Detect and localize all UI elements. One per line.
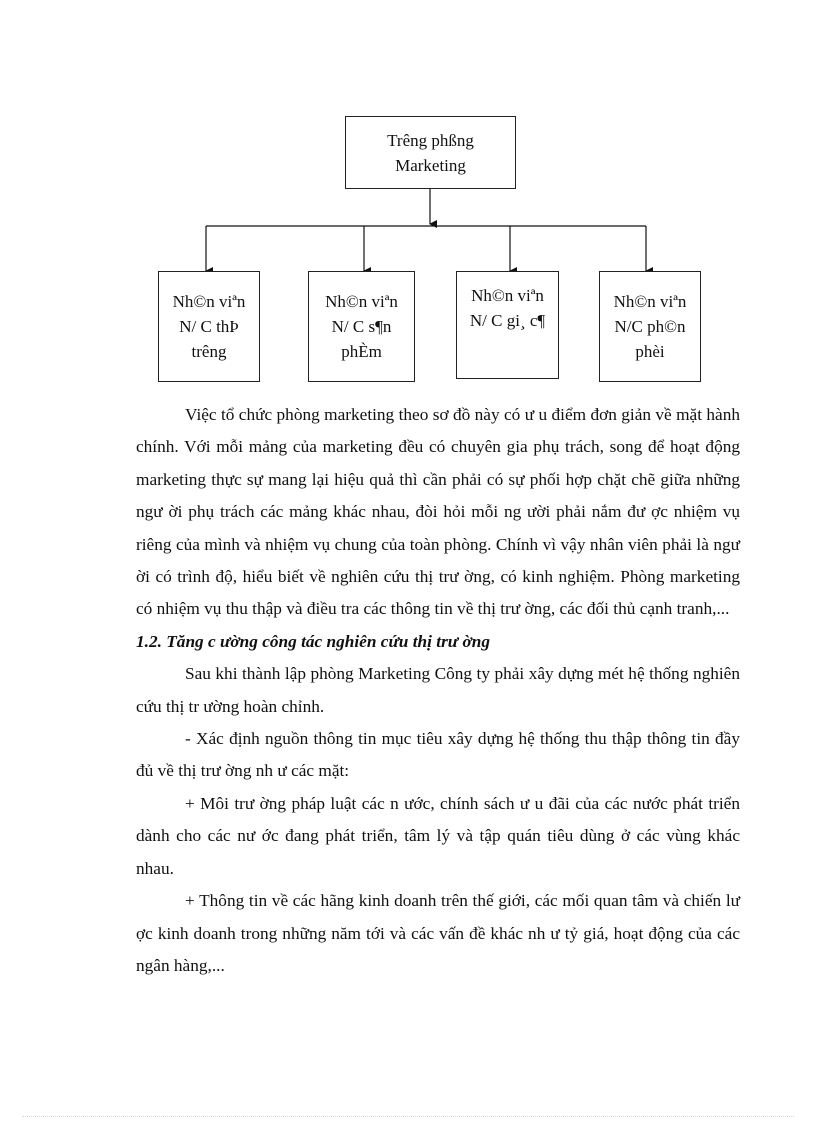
paragraph: + Môi trư ờng pháp luật các n ước, chính sách ư u đãi của các nước phát triển dành cho các nư ớc đang phát triển, tâm lý và tập quán tiêu dùng ở các vùng khác nhau. [136,793,740,878]
org-child-line: phèi [635,342,665,361]
paragraph: Sau khi thành lập phòng Marketing Công ty phải xây dựng mét hệ thống nghiên cứu thị tr ường hoàn chỉnh. [136,664,740,716]
paragraph: Việc tổ chức phòng marketing theo sơ đồ này có ư u điểm đơn giản về mặt hành chính. Với mỗi mảng của marketing đều có chuyên gia phụ trách, song để hoạt động marketing thực sự mang lại hiệu quả thì cần phải có sự phối hợp chặt chẽ giữa những ngư ời phụ trách các mảng khác nhau, đòi hỏi mỗi ng ười phải nắm đư ợc nhiệm vụ riêng của mình và nhiệm vụ chung của toàn phòng. Chính vì vậy nhân viên phải là ngư ời có trình độ, hiểu biết về nghiên cứu thị trư ờng, có kinh nghiệm. Phòng marketing có nhiệm vụ thu thập và điều tra các thông tin về thị trư ờng, các đối thủ cạnh tranh,... [136,405,740,619]
org-child-line: trêng [191,342,227,361]
org-root-box [345,116,516,189]
org-child-box [308,271,415,382]
org-child-line: phÈm [341,342,382,361]
org-child-box [158,271,260,382]
org-child-line: N/ C thÞ [179,317,239,336]
footer-divider [22,1116,794,1117]
org-child-line: N/ C gi¸ c¶ [469,311,546,330]
org-child-line: N/ C s¶n [331,317,392,336]
org-child-line: Nh©n viªn [471,286,544,305]
org-root-line: Marketing [395,155,466,175]
paragraph: + Thông tin về các hãng kinh doanh trên thế giới, các mối quan tâm và chiến lư ợc kinh doanh trong những năm tới và các vấn đề khác nh ư tỷ giá, hoạt động của các ngân hàng,... [136,891,740,975]
org-child-line: Nh©n viªn [172,292,246,311]
org-root-line: Trêng phßng [387,130,474,150]
org-child-line: Nh©n viªn [613,292,687,311]
org-child-box [599,271,701,382]
org-child-box [456,271,559,379]
paragraph: - Xác định nguồn thông tin mục tiêu xây dựng hệ thống thu thập thông tin đầy đủ về thị trư ờng nh ư các mặt: [136,729,740,781]
org-child-line: Nh©n viªn [325,292,398,311]
org-child-line: N/C ph©n [614,317,686,336]
body-text [136,399,740,982]
section-heading: 1.2. Tăng c ường công tác nghiên cứu thị trư ờng [136,631,490,651]
